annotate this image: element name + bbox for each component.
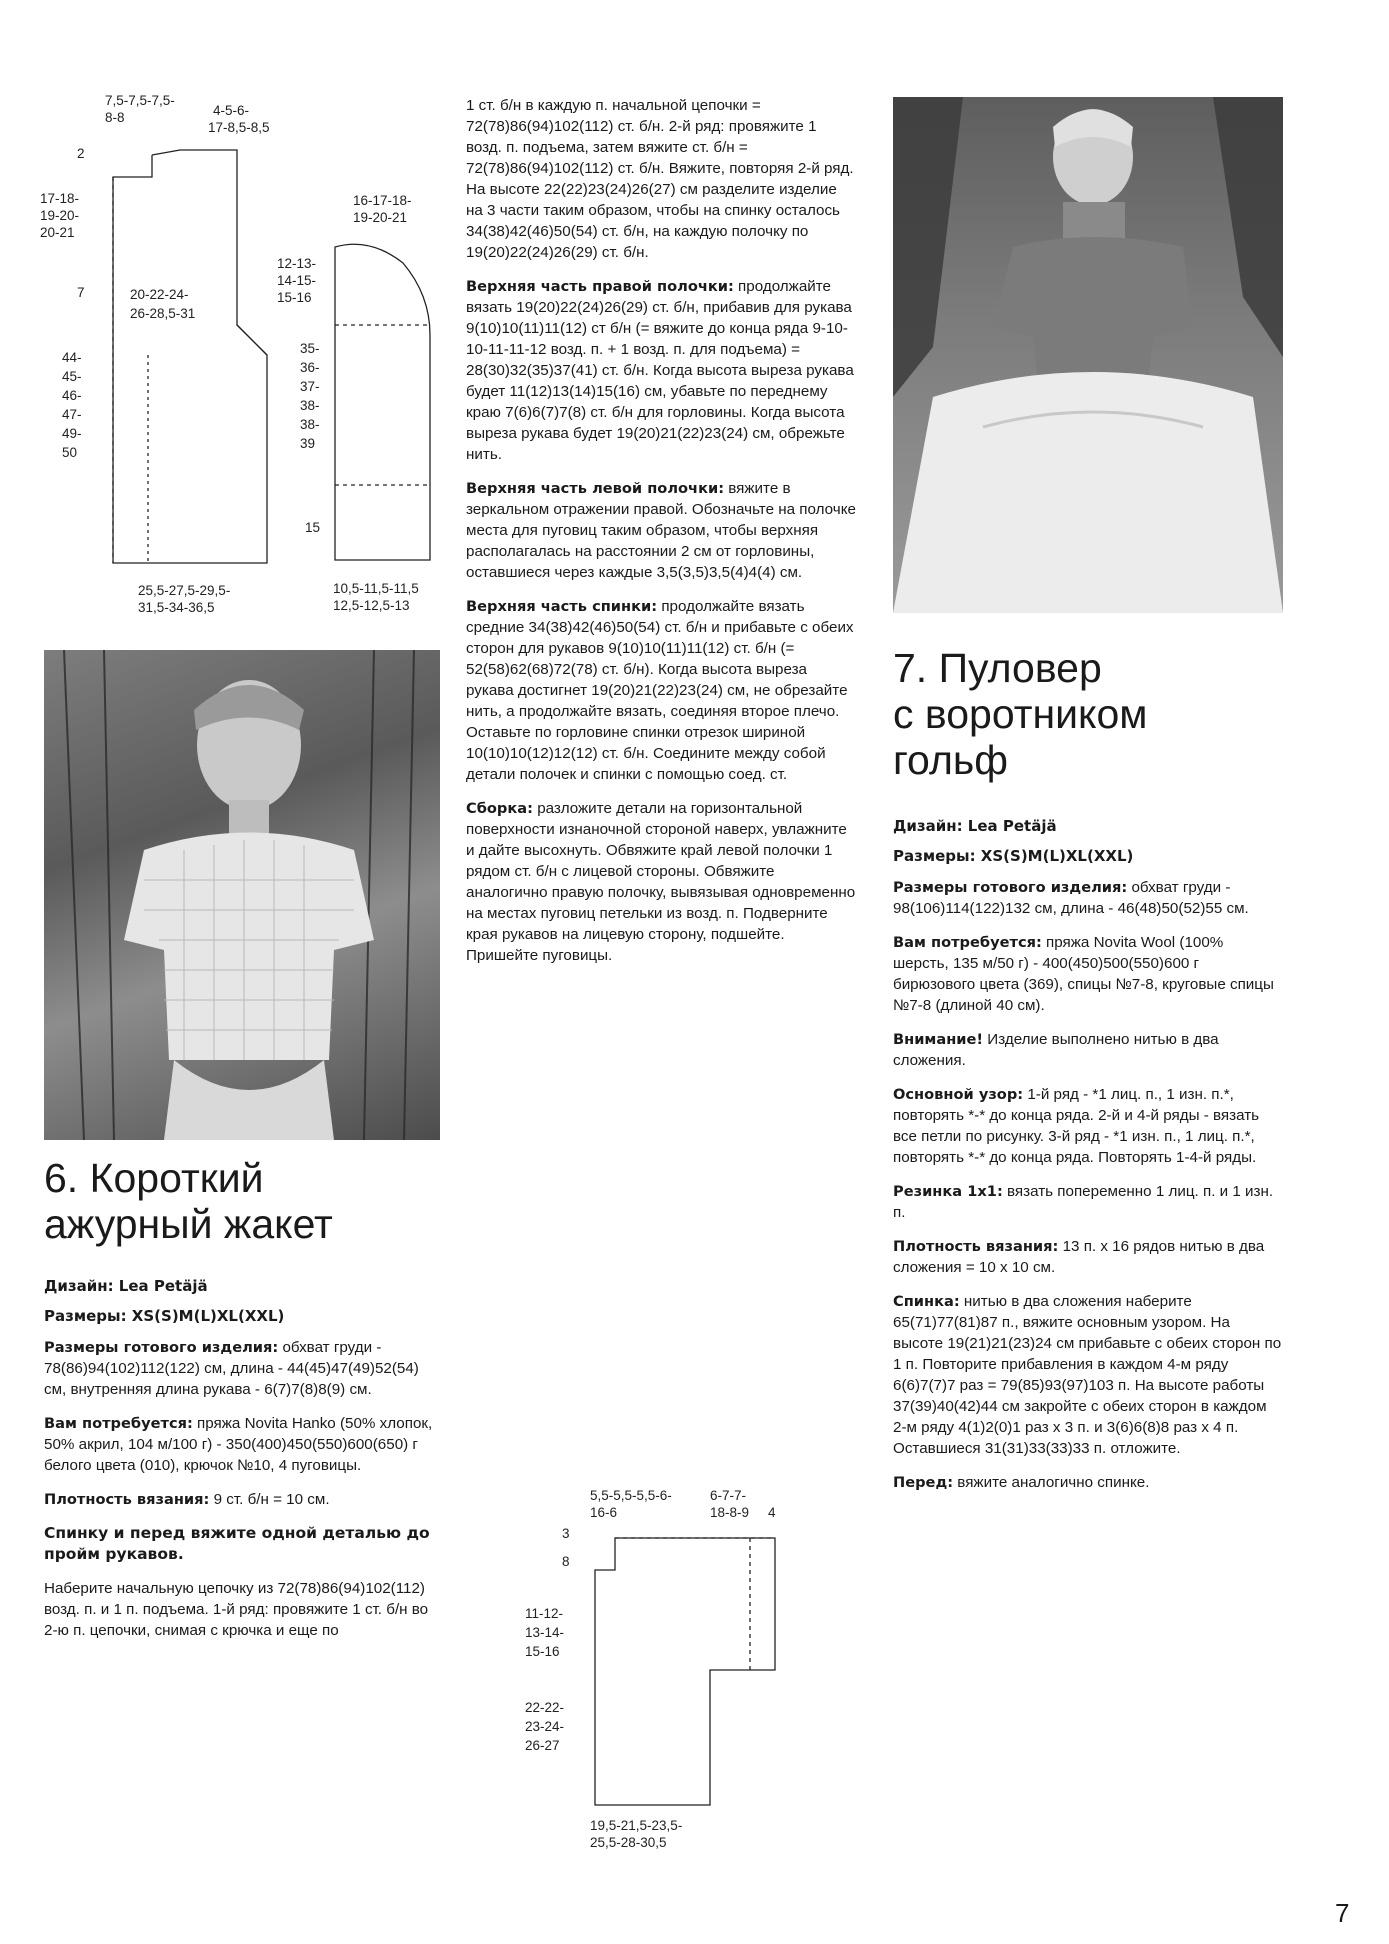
text: обхват груди - 78(86)94(102)112(122) см, длина - 44(45)47(49)52(54) см, внутренняя длина рукава - 6(7)7(8)8(9) см.: [44, 1339, 419, 1398]
d2-top-b: 19-20-21: [353, 210, 408, 225]
d3-row-a: 3: [562, 1526, 570, 1541]
d1-side-upper-c: 20-21: [40, 225, 75, 240]
d2-len-5: 39: [300, 436, 316, 451]
d3-mid-a: 11-12-: [525, 1606, 564, 1621]
d1-topleft-a: 7,5-7,5-7,5-: [105, 93, 175, 108]
d2-len-4: 38-: [300, 417, 320, 432]
section6-assembly: [466, 798, 856, 966]
section6-needs: [44, 1413, 440, 1476]
section7-title-line2: с воротником: [893, 691, 1148, 737]
label: Спинка:: [893, 1293, 960, 1310]
d3-row-b: 8: [562, 1554, 570, 1569]
d2-cuff: 15: [305, 520, 321, 535]
label: Сборка:: [466, 800, 533, 817]
section7-density: [893, 1236, 1283, 1278]
d3-topright-c: 4: [768, 1505, 776, 1520]
section6-density: [44, 1489, 440, 1510]
section7-pattern: [893, 1084, 1283, 1168]
label: Внимание!: [893, 1031, 984, 1048]
section6-title-line1: 6. Короткий: [44, 1155, 264, 1201]
section6-start: Наберите начальную цепочку из 72(78)86(94)102(112) возд. п. и 1 п. подъема. 1-й ряд: провяжите 1 ст. б/н во 2-ю п. цепочки, снимая с крючка и еще по: [44, 1580, 429, 1639]
d2-len-2: 37-: [300, 379, 320, 394]
section7-title: [893, 645, 1283, 783]
page-number: 7: [1335, 1898, 1350, 1928]
d1-bottom-a: 25,5-27,5-29,5-: [138, 583, 231, 598]
d1-lower-5: 50: [62, 445, 78, 460]
section6-title: [44, 1155, 440, 1247]
text: нитью в два сложения наберите 65(71)77(81)87 п., вяжите основным узором. На высоте 19(21)21(23)24 см прибавьте с обеих сторон по 1 п. Повторите прибавления в каждом 4-м ряду 6(6)7(7)7 раз = 79(85)93(97)103 п. На высоте работы 37(39)40(42)44 см закройте с обеих сторон в каждом 2-м ряду 4(1)2(0)1 раз х 3 п. и 3(6)6(8)8 раз х 4 п. Оставшиеся 31(31)33(33)33 п. отложите.: [893, 1293, 1282, 1457]
d2-bottom-b: 12,5-12,5-13: [333, 598, 410, 613]
pullover-schematic: [510, 1480, 800, 1855]
text: вяжите в зеркальном отражении правой. Обозначьте на полочке места для пуговиц таким образом, чтобы верхняя располагалась на расстоянии 2 см от горловины, оставшиеся через каждые 3,5(3,5)3,5(4)4(4) см.: [466, 480, 856, 581]
section6-right: [466, 276, 856, 465]
section7-front: [893, 1472, 1283, 1493]
label: Плотность вязания:: [44, 1491, 210, 1508]
text: продолжайте вязать 19(20)22(24)26(29) ст. б/н, прибавив для рукава 9(10)10(11)11(12) ст б/н (= вяжите до конца ряда 9-10-10-11-11-12 возд. п. + 1 возд. п. для подъема) = 28(30)32(35)37(41) ст. б/н. Когда высота выреза рукава будет 11(12)13(14)15(16) см, убавьте по переднему краю 7(6)6(7)7(8) ст. б/н для горловины. Когда высота выреза рукава будет 19(20)21(22)23(24) см, обрежьте нить.: [466, 278, 854, 463]
d2-cap-a: 12-13-: [277, 256, 317, 271]
pullover-photo: [893, 97, 1283, 613]
section7-sizes: Размеры: XS(S)M(L)XL(XXL): [893, 847, 1134, 865]
text: вяжите аналогично спинке.: [953, 1474, 1150, 1491]
pullover-photo-art: [893, 97, 1283, 613]
label: Вам потребуется:: [893, 934, 1042, 951]
text: 9 ст. б/н = 10 см.: [209, 1491, 330, 1508]
section7-attention: [893, 1029, 1283, 1071]
jacket-photo: [44, 650, 440, 1140]
d1-lower-3: 47-: [62, 407, 82, 422]
section7-design: Дизайн: Lea Petäjä: [893, 817, 1057, 835]
d2-cap-b: 14-15-: [277, 273, 317, 288]
section6-title-line2: ажурный жакет: [44, 1201, 333, 1247]
label: Перед:: [893, 1474, 954, 1491]
sleeve-schematic: [265, 185, 445, 625]
label: Вам потребуется:: [44, 1415, 193, 1432]
label: Основной узор:: [893, 1086, 1024, 1103]
section6-cont: 1 ст. б/н в каждую п. начальной цепочки = 72(78)86(94)102(112) ст. б/н. 2-й ряд: провяжите 1 возд. п. подъема, затем вяжите ст. б/н = 72(78)86(94)102(112) ст. б/н. Вяжите, повторяя 2-й ряд. На высоте 22(22)23(24)26(27) см разделите изделие на 3 части таким образом, чтобы на спинку осталось 34(38)42(46)50(54) ст. б/н, на каждую полочку по 19(20)22(24)26(29) ст. б/н.: [466, 97, 854, 261]
label: Размеры готового изделия:: [44, 1339, 279, 1356]
column-3: [893, 645, 1283, 1506]
text: обхват груди - 98(106)114(122)132 см, длина - 46(48)50(52)55 см.: [893, 879, 1249, 917]
d1-bottom-b: 31,5-34-36,5: [138, 600, 215, 615]
jacket-photo-art: [44, 650, 440, 1140]
label: Спинку и перед вяжите одной деталью до пройм рукавов.: [44, 1524, 430, 1563]
label: Верхняя часть спинки:: [466, 598, 658, 615]
d1-lower-2: 46-: [62, 388, 82, 403]
section6-design: Дизайн: Lea Petäjä: [44, 1277, 208, 1295]
section6-sizes: Размеры: XS(S)M(L)XL(XXL): [44, 1307, 285, 1325]
column-1: [44, 1155, 440, 1654]
d2-len-3: 38-: [300, 398, 320, 413]
d3-low-a: 22-22-: [525, 1700, 565, 1715]
d1-inner-a: 20-22-24-: [130, 287, 189, 302]
label: Размеры готового изделия:: [893, 879, 1128, 896]
d3-mid-c: 15-16: [525, 1644, 560, 1659]
d3-low-c: 26-27: [525, 1738, 560, 1753]
section7-needs: [893, 932, 1283, 1016]
text: разложите детали на горизонтальной поверхности изнаночной стороной наверх, увлажните и дайте высохнуть. Обвяжите край левой полочки 1 рядом ст. б/н с лицевой стороны. Обвяжите аналогично правую полочку, вывязывая одновременно на местах пуговиц петельки из возд. п. Подверните края рукавов на лицевую сторону, подшейте. Пришейте пуговицы.: [466, 800, 856, 964]
text: 1-й ряд - *1 лиц. п., 1 изн. п.*, повторять *-* до конца ряда. 2-й и 4-й ряды - вязать все петли по рисунку. 3-й ряд - *1 изн. п., 1 лиц. п.*, повторять *-* до конца ряда. Повторять 1-4-й ряды.: [893, 1086, 1260, 1166]
d3-bottom-b: 25,5-28-30,5: [590, 1835, 667, 1850]
d2-cap-c: 15-16: [277, 290, 312, 305]
section6-back: [466, 596, 856, 785]
d3-topright-b: 18-8-9: [710, 1505, 750, 1520]
d1-lower-1: 45-: [62, 369, 82, 384]
section7-finished: [893, 877, 1283, 919]
text: пряжа Novita Wool (100% шерсть, 135 м/50 г) - 400(450)500(550)600 г бирюзового цвета (369), спицы №7-8, круговые спицы №7-8 (длиной 40 см).: [893, 934, 1274, 1014]
column-2: [466, 95, 856, 979]
d3-topright-a: 6-7-7-: [710, 1488, 747, 1503]
d1-topleft-b: 8-8: [105, 110, 125, 125]
d3-low-b: 23-24-: [525, 1719, 565, 1734]
d3-topleft-b: 16-6: [590, 1505, 618, 1520]
section7-title-line1: 7. Пуловер: [893, 645, 1102, 691]
section7-rib: [893, 1181, 1283, 1223]
section7-back: [893, 1291, 1283, 1459]
d2-top-a: 16-17-18-: [353, 193, 412, 208]
section6-left: [466, 478, 856, 583]
text: вязать попеременно 1 лиц. п. и 1 изн. п.: [893, 1183, 1274, 1221]
d2-len-0: 35-: [300, 341, 320, 356]
d1-shoulder: 2: [77, 146, 85, 161]
section7-title-line3: гольф: [893, 737, 1008, 783]
d1-side-mid: 7: [77, 285, 85, 300]
d1-topright-b: 17-8,5-8,5: [208, 120, 270, 135]
text: Изделие выполнено нитью в два сложения.: [893, 1031, 1219, 1069]
d1-inner-b: 26-28,5-31: [130, 306, 196, 321]
d3-topleft-a: 5,5-5,5-5,5-6-: [590, 1488, 672, 1503]
d2-len-1: 36-: [300, 360, 320, 375]
d1-lower-4: 49-: [62, 426, 82, 441]
label: Резинка 1х1:: [893, 1183, 1003, 1200]
d3-bottom-a: 19,5-21,5-23,5-: [590, 1818, 683, 1833]
label: Верхняя часть левой полочки:: [466, 480, 725, 497]
d1-side-upper-a: 17-18-: [40, 191, 80, 206]
label: Верхняя часть правой полочки:: [466, 278, 734, 295]
d1-side-upper-b: 19-20-: [40, 208, 80, 223]
d2-bottom-a: 10,5-11,5-11,5: [333, 581, 419, 596]
text: продолжайте вязать средние 34(38)42(46)50(54) ст. б/н и прибавьте с обеих сторон для рукавов 9(10)10(11)11(12) ст. б/н (= 52(58)62(68)72(78) ст. б/н). Когда высота выреза рукава достигнет 19(20)21(22)23(24) см, не обрезайте нить, а продолжайте вязать, соединяя второе плечо. Оставьте по горловине спинки отрезок шириной 10(10)10(12)12(12) ст. б/н. Соедините между собой детали полочек и спинки с помощью соед. ст.: [466, 598, 854, 783]
d1-lower-0: 44-: [62, 350, 82, 365]
text: пряжа Novita Hanko (50% хлопок, 50% акрил, 104 м/100 г) - 350(400)450(550)600(650) г белого цвета (010), крючок №10, 4 пуговицы.: [44, 1415, 433, 1474]
d3-mid-b: 13-14-: [525, 1625, 565, 1640]
section6-finished: [44, 1337, 440, 1400]
d1-topright-a: 4-5-6-: [213, 103, 250, 118]
text: 13 п. х 16 рядов нитью в два сложения = 10 х 10 см.: [893, 1238, 1265, 1276]
section6-instruction: [44, 1523, 440, 1565]
label: Плотность вязания:: [893, 1238, 1059, 1255]
